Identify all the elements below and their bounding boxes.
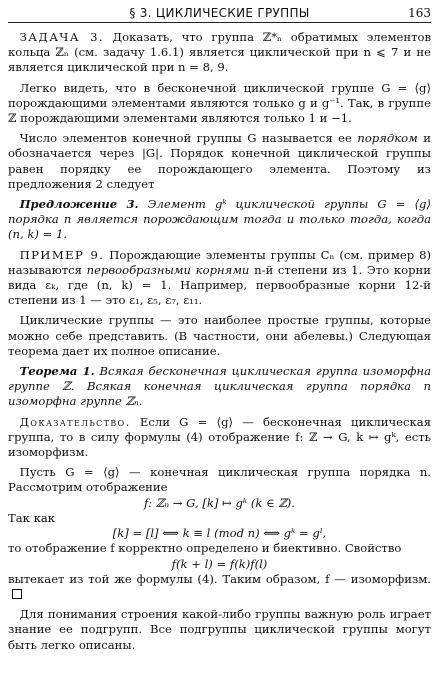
paragraph-text: Пусть G = ⟨g⟩ — конечная циклическая группа порядка n. Рассмотрим отображение — [8, 465, 431, 495]
paragraph-text: n-й степени из 1. Это корни вида εₖ, где (n, k) = 1. Например, первообразные корни 12-й степени из 1 — это ε₁, ε₅, ε₇, ε₁₁. — [8, 262, 431, 308]
running-header — [0, 0, 439, 24]
paragraph-text: Легко видеть, что в бесконечной циклической группе G = ⟨g⟩ порождающими элементами являются только g и g⁻¹. Так, в группе ℤ порождающими элементами являются только 1 и −1. — [8, 80, 431, 126]
proof — [8, 415, 431, 461]
paragraph-order — [8, 131, 431, 192]
paragraph-text: Порождающие элементы группы Cₙ (см. пример 8) называются — [8, 247, 431, 277]
formula-map: f: ℤₙ → G, [k] ↦ gᵏ (k ∈ ℤ). — [143, 495, 295, 510]
proposition-text: Элемент gᵏ циклической группы G = ⟨g⟩ порядка n является порождающим тогда и только тогда, когда (n, k) = 1. — [8, 197, 431, 242]
paragraph-text: Если G = ⟨g⟩ — бесконечная циклическая группа, то в силу формулы (4) отображение f: ℤ → G, k ↦ gᵏ, есть изоморфизм. — [8, 414, 432, 460]
paragraph-conclusion — [8, 572, 431, 602]
paragraph-subgroups — [8, 607, 431, 653]
formula-homomorphism: f(k + l) = f(k)f(l) — [171, 556, 268, 571]
paragraph-text: Число элементов конечной группы G называется ее — [19, 131, 358, 146]
paragraph-cyclic-simple — [8, 313, 431, 359]
paragraph-finite-case — [8, 465, 431, 495]
paragraph-text: Так как — [8, 510, 55, 525]
example-9 — [8, 248, 431, 309]
example-label: ПРИМЕР 9. — [19, 247, 105, 262]
paragraph-bijective — [8, 541, 431, 556]
theorem-1 — [8, 364, 431, 410]
exercise-3 — [8, 30, 431, 76]
header-rule — [8, 22, 431, 23]
section-title: § 3. ЦИКЛИЧЕСКИЕ ГРУППЫ — [129, 6, 310, 20]
paragraph-text: и обозначается через |G|. Порядок конечной циклической группы равен порядку ее порождающего элемента. Поэтому из предложения 2 следует — [8, 131, 431, 191]
term-primitive-roots: первообразными корнями — [86, 262, 250, 277]
paragraph-text: Циклические группы — это наиболее простые группы, которые можно себе представить. (В частности, они абелевы.) Следующая теорема дает их полное описание. — [8, 313, 431, 358]
paragraph-since — [8, 511, 431, 526]
formula-equivalence: [k] = [l] ⟺ k ≡ l (mod n) ⟺ gᵏ = gˡ, — [112, 526, 327, 541]
paragraph-text: вытекает из той же формулы (4). Таким образом, f — изоморфизм. — [8, 571, 431, 586]
qed-icon — [12, 589, 22, 599]
exercise-label: ЗАДАЧА 3. — [19, 30, 104, 44]
proof-label: Доказательство. — [19, 414, 131, 429]
paragraph-text: то отображение f корректно определено и биективно. Свойство — [8, 541, 402, 556]
theorem-label: Теорема 1. — [19, 364, 95, 379]
theorem-text: Всякая бесконечная циклическая группа изоморфна группе ℤ. Всякая конечная циклическая группа порядка n изоморфна группе ℤₙ. — [8, 364, 431, 409]
exercise-text: Доказать, что группа ℤ*ₙ обратимых элементов кольца ℤₙ (см. задачу 1.6.1) является циклической при n ⩽ 7 и не является циклической при n = 8, 9. — [8, 30, 431, 75]
paragraph-text: Для понимания строения какой-либо группы важную роль играет знание ее подгрупп. Все подгруппы циклической группы могут быть легко описаны. — [8, 607, 431, 652]
paragraph-generators — [8, 81, 431, 127]
page-body — [8, 30, 431, 653]
page-number: 163 — [408, 6, 431, 20]
proposition-3 — [8, 197, 431, 243]
term-order: порядком — [357, 131, 418, 146]
proposition-label: Предложение 3. — [19, 197, 139, 212]
